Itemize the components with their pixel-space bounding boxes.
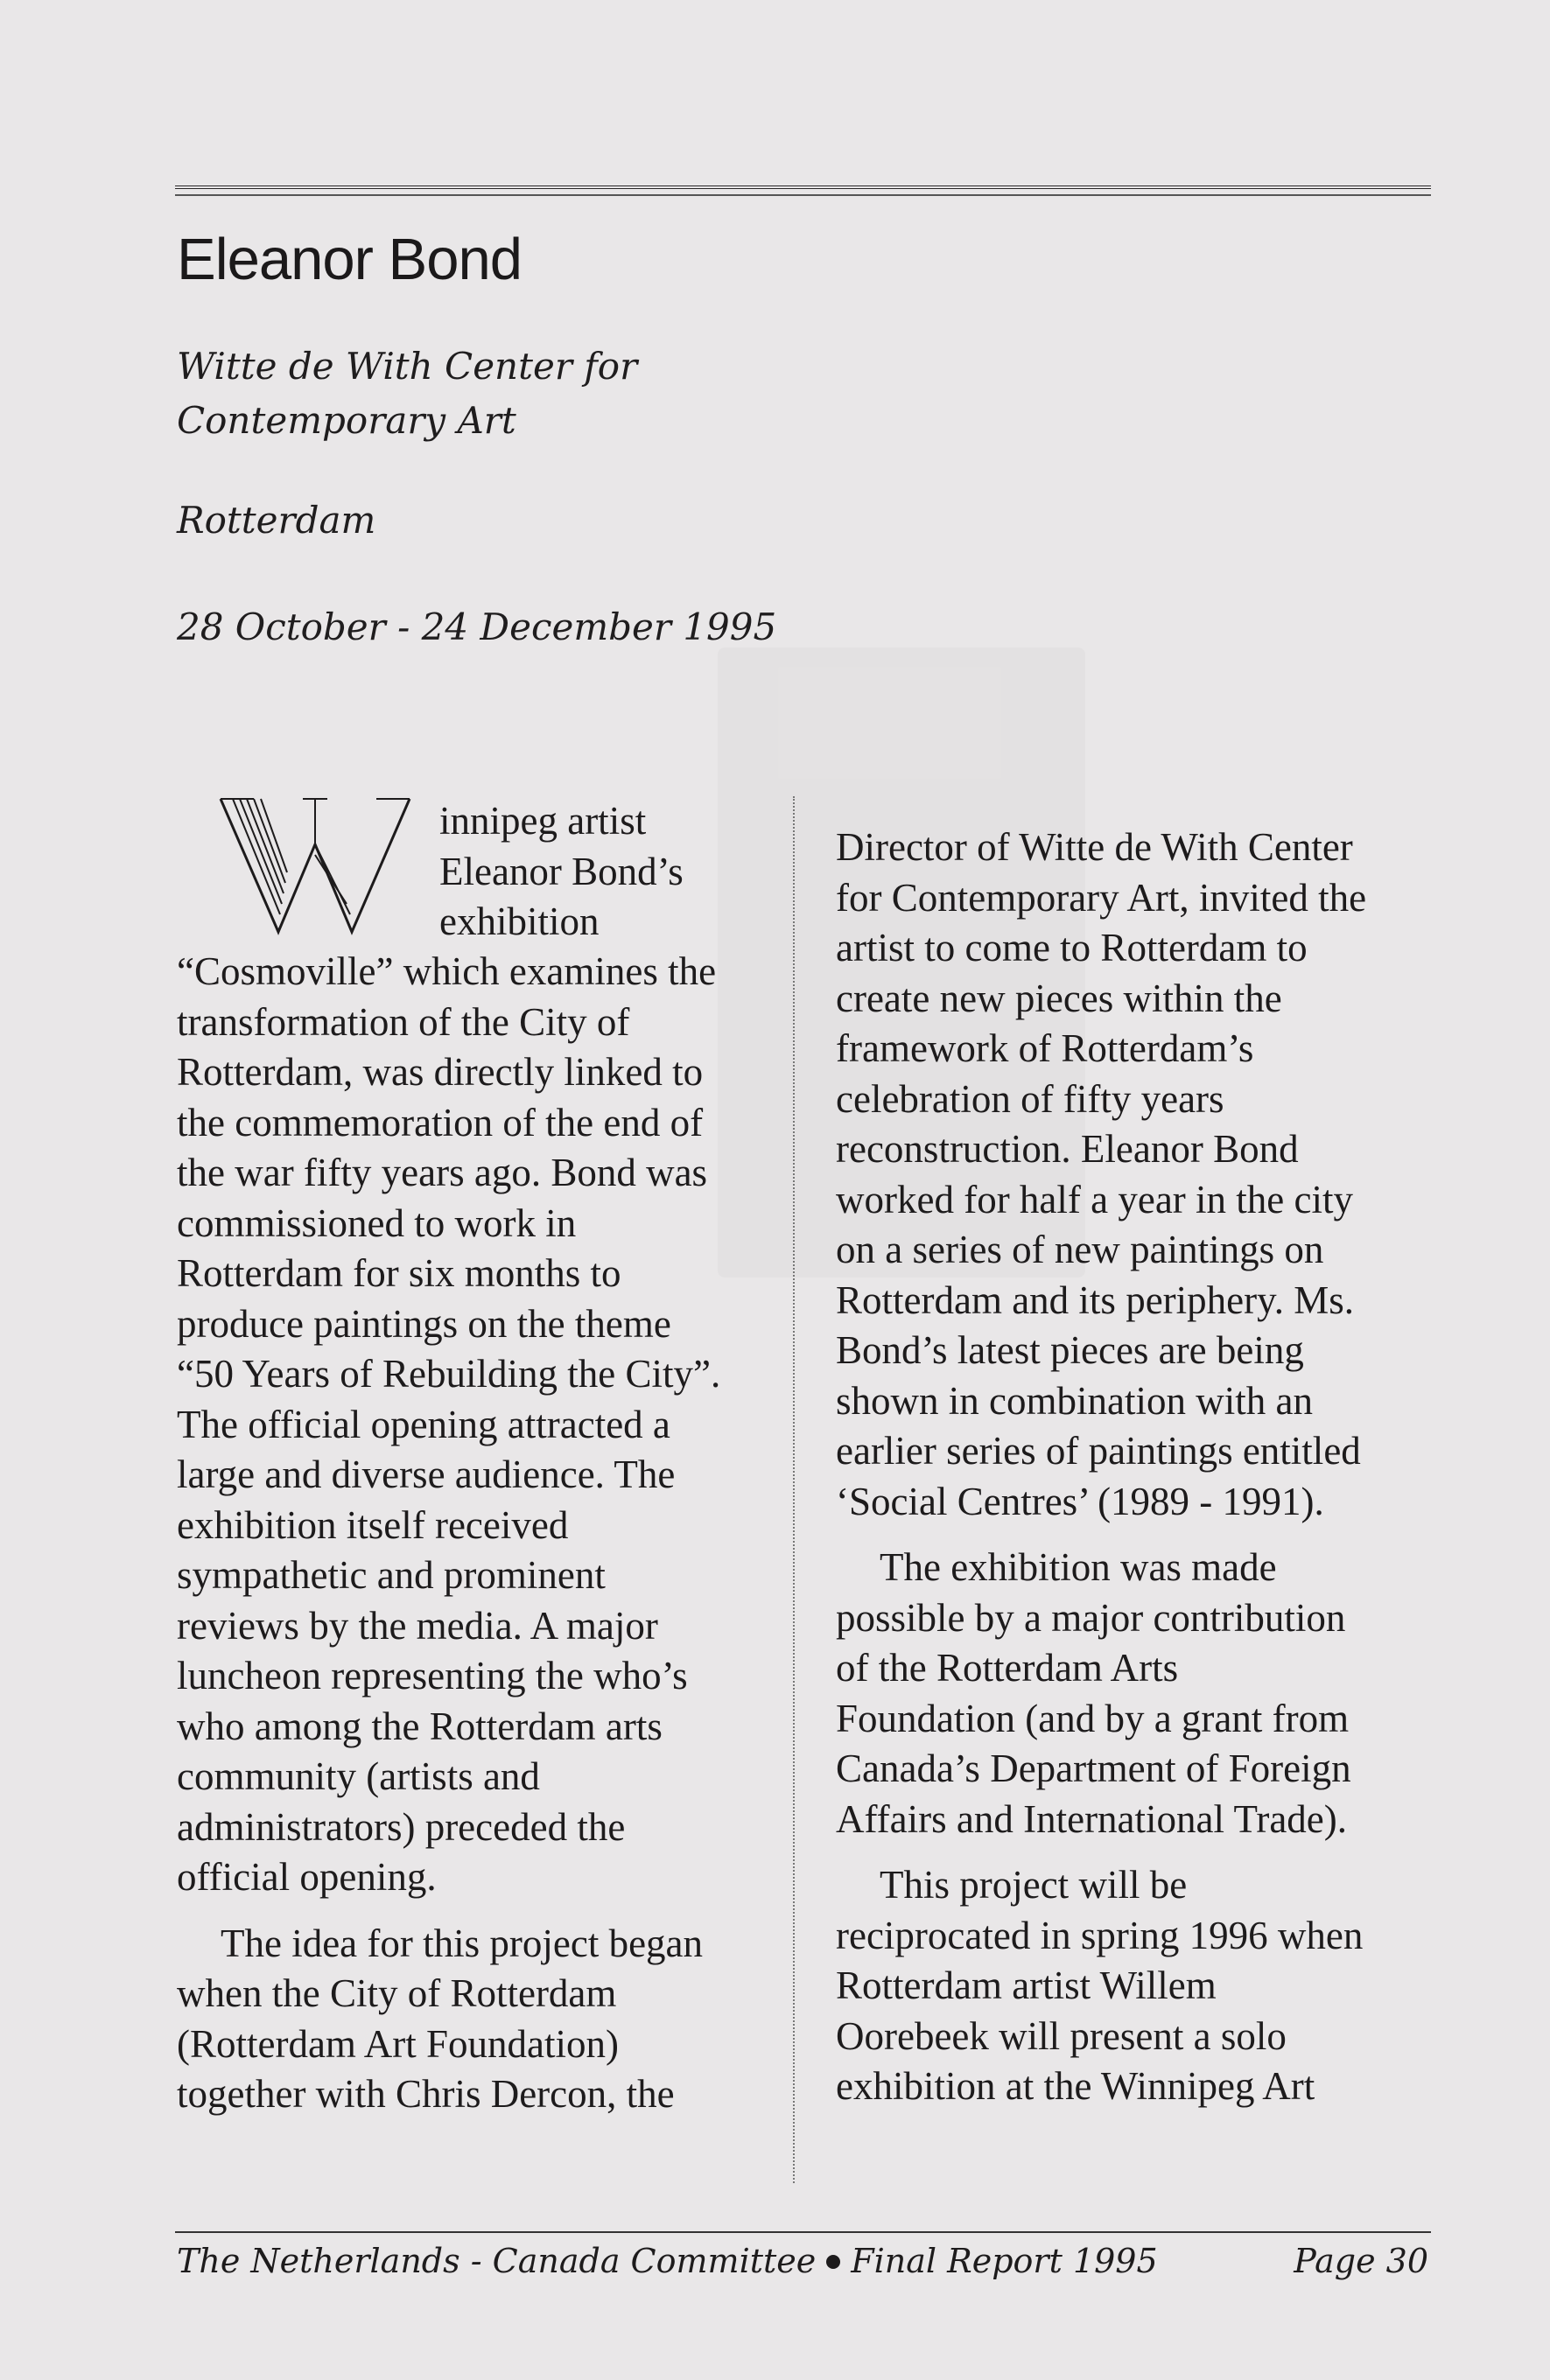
right-column (836, 822, 1440, 2112)
filled-circle-icon (826, 2255, 840, 2269)
text-line: “50 Years of Rebuilding the City”. (177, 1352, 721, 1396)
city: Rotterdam (177, 499, 376, 542)
text-line: exhibition (439, 900, 600, 943)
text-line: Rotterdam for six months to (177, 1251, 621, 1295)
text-line: create new pieces within the (836, 976, 1282, 1020)
article-title: Eleanor Bond (177, 227, 523, 292)
text-line: large and diverse audience. The (177, 1452, 676, 1496)
page-number: Page 30 (1294, 2242, 1428, 2280)
text-line: The official opening attracted a (177, 1402, 670, 1446)
text-line: together with Chris Dercon, the (177, 2072, 675, 2116)
text-line: administrators) preceded the (177, 1804, 626, 1849)
text-line: the war fifty years ago. Bond was (177, 1151, 708, 1194)
text-line: The exhibition was made (880, 1545, 1277, 1589)
text-line: shown in combination with an (836, 1378, 1313, 1423)
text-line: innipeg artist (439, 799, 647, 843)
text-line: of the Rotterdam Arts (836, 1646, 1179, 1690)
text-line: when the City of Rotterdam (177, 1971, 617, 2015)
text-line: luncheon representing the who’s (177, 1654, 688, 1698)
text-line: celebration of fifty years (836, 1076, 1224, 1121)
text-line: reconstruction. Eleanor Bond (836, 1127, 1299, 1171)
text-line: (Rotterdam Art Foundation) (177, 2021, 619, 2066)
text-line: the commemoration of the end of (177, 1100, 704, 1144)
text-line: Director of Witte de With Center (836, 825, 1353, 869)
text-line: commissioned to work in (177, 1200, 577, 1245)
venue-line: Contemporary Art (177, 399, 516, 442)
text-line: Affairs and International Trade). (836, 1796, 1348, 1841)
venue-line: Witte de With Center for (177, 345, 638, 388)
page-footer (177, 2242, 1428, 2280)
text-line: artist to come to Rotterdam to (836, 926, 1308, 970)
text-line: produce paintings on the theme (177, 1301, 671, 1346)
venue (177, 340, 637, 448)
first-lines (439, 796, 684, 948)
text-line: Foundation (and by a grant from (836, 1696, 1350, 1740)
text-line: possible by a major contribution (836, 1595, 1346, 1640)
text-line: reviews by the media. A major (177, 1603, 658, 1648)
text-line: Rotterdam, was directly linked to (177, 1050, 704, 1094)
text-line: reciprocated in spring 1996 when (836, 1913, 1364, 1957)
column-divider (793, 796, 795, 2183)
text-line: The idea for this project began (221, 1921, 704, 1965)
text-line: “Cosmoville” which examines the (177, 949, 717, 993)
text-line: exhibition itself received (177, 1502, 569, 1547)
dropcap-letter: W (314, 923, 316, 924)
footer-report: Final Report 1995 (851, 2242, 1158, 2280)
text-line: on a series of new paintings on (836, 1228, 1324, 1271)
footer-rule (175, 2231, 1431, 2233)
text-line: This project will be (880, 1863, 1188, 1907)
text-line: community (artists and (177, 1754, 540, 1798)
text-line: sympathetic and prominent (177, 1553, 606, 1597)
header-rule-inner (175, 194, 1431, 196)
text-line: earlier series of paintings entitled (836, 1429, 1361, 1473)
text-line: Oorebeek will present a solo (836, 2013, 1287, 2058)
text-line: who among the Rotterdam arts (177, 1704, 663, 1748)
text-line: for Contemporary Art, invited the (836, 875, 1367, 920)
text-line: exhibition at the Winnipeg Art (836, 2064, 1315, 2108)
text-line: Eleanor Bond’s (439, 849, 684, 893)
text-line: Rotterdam artist Willem (836, 1964, 1217, 2007)
text-line: transformation of the City of (177, 999, 630, 1044)
header-rule (175, 186, 1431, 189)
dropcap-w (219, 792, 411, 936)
text-line: ‘Social Centres’ (1989 - 1991). (836, 1479, 1324, 1523)
footer-committee: The Netherlands - Canada Committee (177, 2242, 817, 2280)
text-line: Rotterdam and its periphery. Ms. (836, 1278, 1354, 1322)
text-line: framework of Rotterdam’s (836, 1026, 1254, 1070)
text-line: worked for half a year in the city (836, 1177, 1353, 1222)
text-line: Canada’s Department of Foreign (836, 1746, 1351, 1790)
exhibition-dates: 28 October - 24 December 1995 (177, 606, 777, 648)
text-line: Bond’s latest pieces are being (836, 1328, 1304, 1372)
left-column (177, 947, 789, 2120)
text-line: official opening. (177, 1855, 437, 1899)
